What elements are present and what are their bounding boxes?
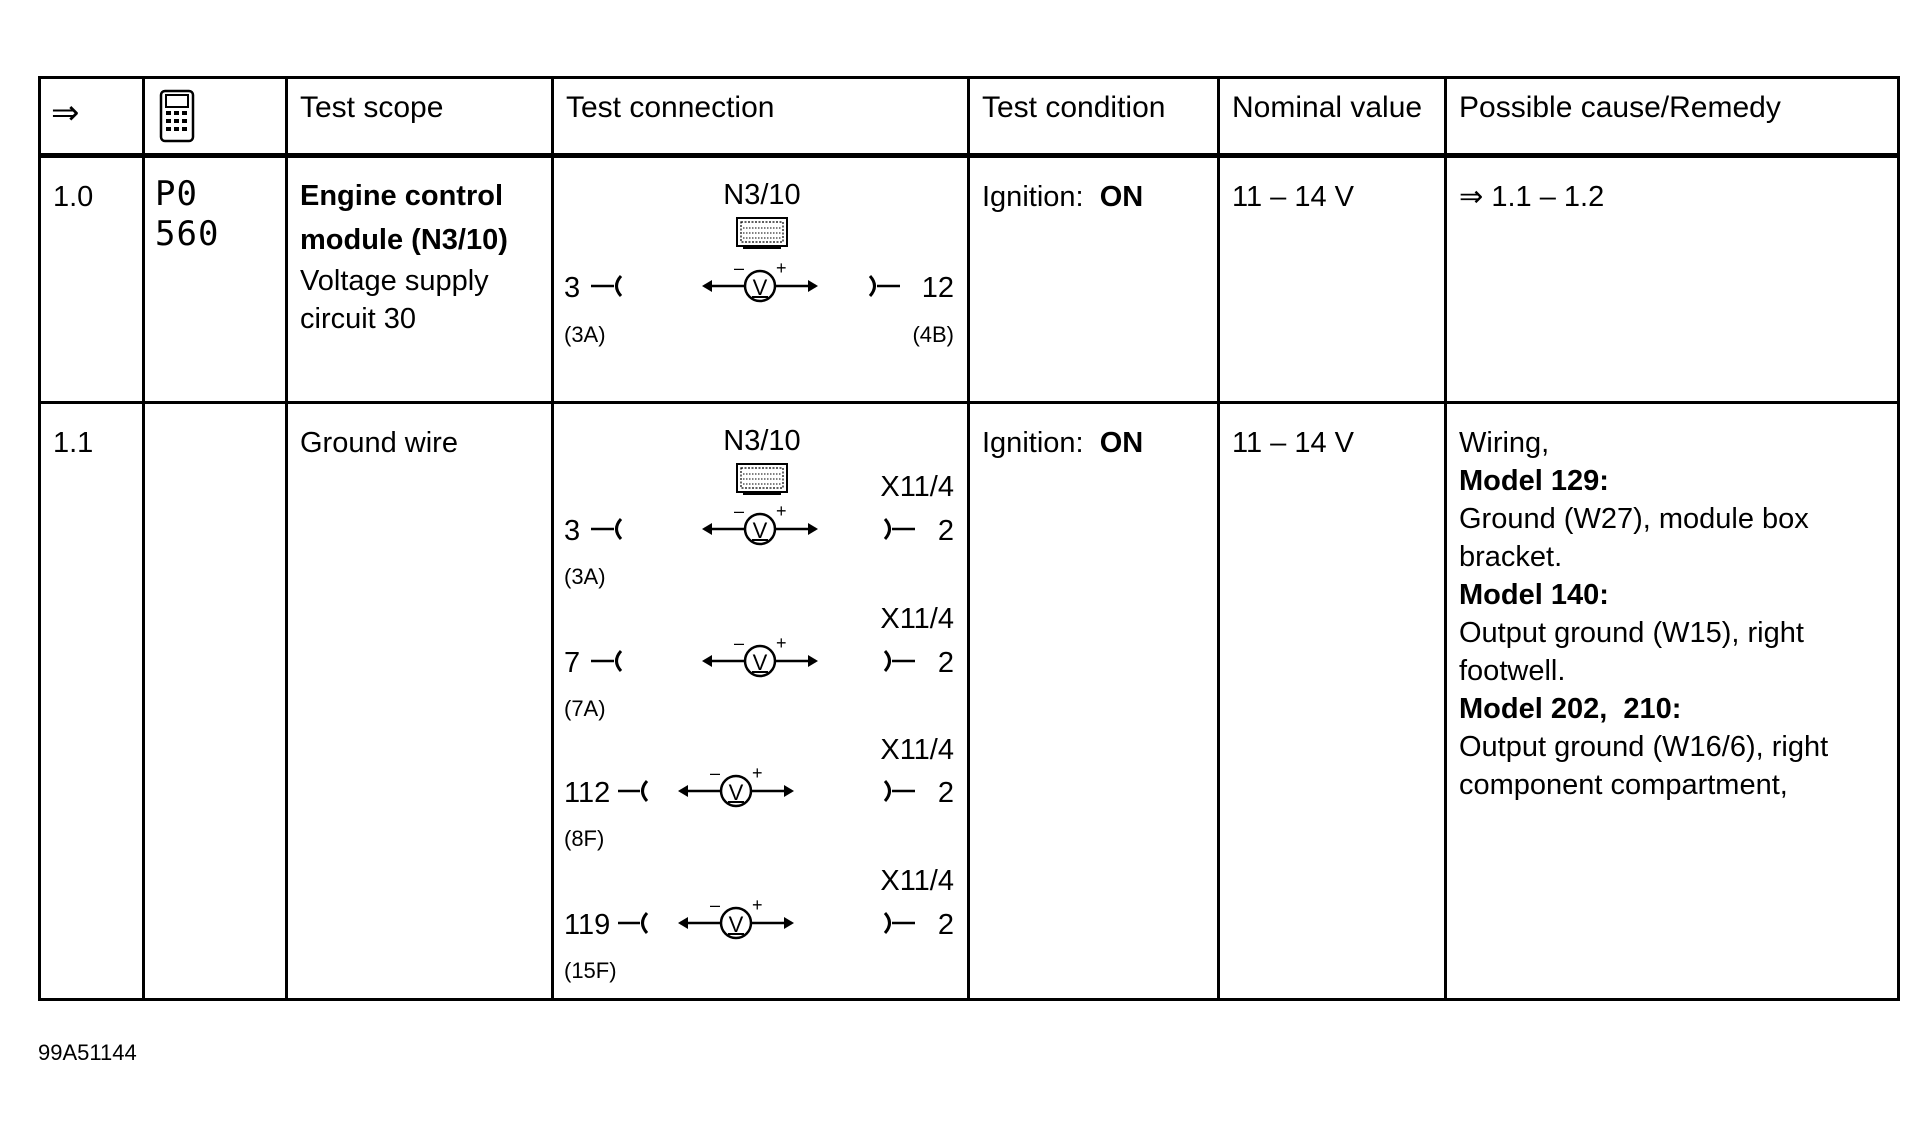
measurement-row <box>564 865 954 983</box>
svg-text:+: + <box>752 895 763 915</box>
right-pin: 12 <box>921 272 954 304</box>
scope-cell: Engine control module (N3/10) Voltage supply circuit 30 <box>287 156 553 403</box>
svg-text:V: V <box>728 780 744 805</box>
ref-label: X11/4 <box>880 865 954 897</box>
remedy-cell: ⇒ 1.1 – 1.2 <box>1446 156 1899 403</box>
svg-text:–: – <box>710 763 721 783</box>
svg-text:V: V <box>728 912 744 937</box>
header-tester <box>144 78 287 156</box>
left-pin: 112 <box>564 777 611 809</box>
figure-id: 99A51144 <box>38 1040 137 1065</box>
svg-text:–: – <box>734 633 745 653</box>
left-sub: (3A) <box>564 322 606 347</box>
condition-cell: Ignition: ON <box>969 403 1219 1000</box>
header-arrow <box>40 78 144 156</box>
voltmeter-icon <box>702 633 818 676</box>
ref-label: X11/4 <box>880 734 954 766</box>
probe-right-icon <box>870 276 900 296</box>
dtc-code: P0 560 <box>155 174 220 254</box>
step-cell: 1.1 <box>40 403 144 1000</box>
right-pin: 2 <box>937 777 954 809</box>
right-sub: (4B) <box>912 322 954 347</box>
left-pin: 7 <box>564 647 581 679</box>
left-pin: 3 <box>564 515 581 547</box>
svg-text:V: V <box>752 650 768 675</box>
remedy-cell: Wiring, Model 129: Ground (W27), module box bracket. Model 140: Output ground (W15), right footwell. Model 202, 210: Output ground (W16/6), right component compartment, <box>1446 403 1899 1000</box>
left-pin: 3 <box>564 272 581 304</box>
dtc-cell <box>144 403 287 1000</box>
svg-text:+: + <box>776 258 787 278</box>
header-test-condition: Test condition <box>969 78 1219 156</box>
left-sub: (8F) <box>564 826 605 851</box>
connection-diagram <box>554 158 967 398</box>
header-test-connection: Test connection <box>553 78 969 156</box>
table-row <box>40 156 1899 403</box>
svg-text:V: V <box>752 518 768 543</box>
header-test-scope: Test scope <box>287 78 553 156</box>
left-sub: (3A) <box>564 564 606 589</box>
module-label: N3/10 <box>723 425 801 457</box>
table-header-row <box>40 78 1899 156</box>
condition-cell: Ignition: ON <box>969 156 1219 403</box>
probe-left-icon <box>591 276 621 296</box>
module-label: N3/10 <box>723 179 801 211</box>
svg-text:+: + <box>752 763 763 783</box>
connection-diagram <box>554 404 967 994</box>
svg-text:+: + <box>776 501 787 521</box>
dtc-cell <box>144 156 287 403</box>
ref-label: X11/4 <box>880 603 954 635</box>
right-pin: 2 <box>937 647 954 679</box>
voltmeter-icon <box>702 501 818 544</box>
svg-text:V: V <box>752 275 768 300</box>
header-nominal-value: Nominal value <box>1219 78 1446 156</box>
nominal-cell: 11 – 14 V <box>1219 156 1446 403</box>
arrow-icon: ⇒ <box>51 94 80 132</box>
test-table <box>38 76 1900 1001</box>
left-sub: (7A) <box>564 696 606 721</box>
table-row <box>40 403 1899 1000</box>
left-sub: (15F) <box>564 958 617 983</box>
svg-text:–: – <box>734 258 745 278</box>
voltmeter-icon <box>678 895 794 938</box>
ecu-connector-icon <box>737 464 787 494</box>
ecu-connector-icon <box>737 218 787 248</box>
right-pin: 2 <box>937 515 954 547</box>
test-table-sheet <box>38 76 1897 996</box>
voltmeter-icon <box>678 763 794 806</box>
measurement-row <box>564 734 954 851</box>
svg-text:–: – <box>734 501 745 521</box>
header-possible-cause: Possible cause/Remedy <box>1446 78 1899 156</box>
connection-cell <box>553 403 969 1000</box>
svg-text:+: + <box>776 633 787 653</box>
connection-cell <box>553 156 969 403</box>
svg-text:–: – <box>710 895 721 915</box>
voltmeter-icon <box>702 258 818 301</box>
diagnostic-tester-icon <box>145 79 285 148</box>
scope-cell: Ground wire <box>287 403 553 1000</box>
left-pin: 119 <box>564 909 611 941</box>
step-cell: 1.0 <box>40 156 144 403</box>
ref-label: X11/4 <box>880 471 954 503</box>
right-pin: 2 <box>937 909 954 941</box>
measurement-row <box>564 603 954 721</box>
nominal-cell: 11 – 14 V <box>1219 403 1446 1000</box>
